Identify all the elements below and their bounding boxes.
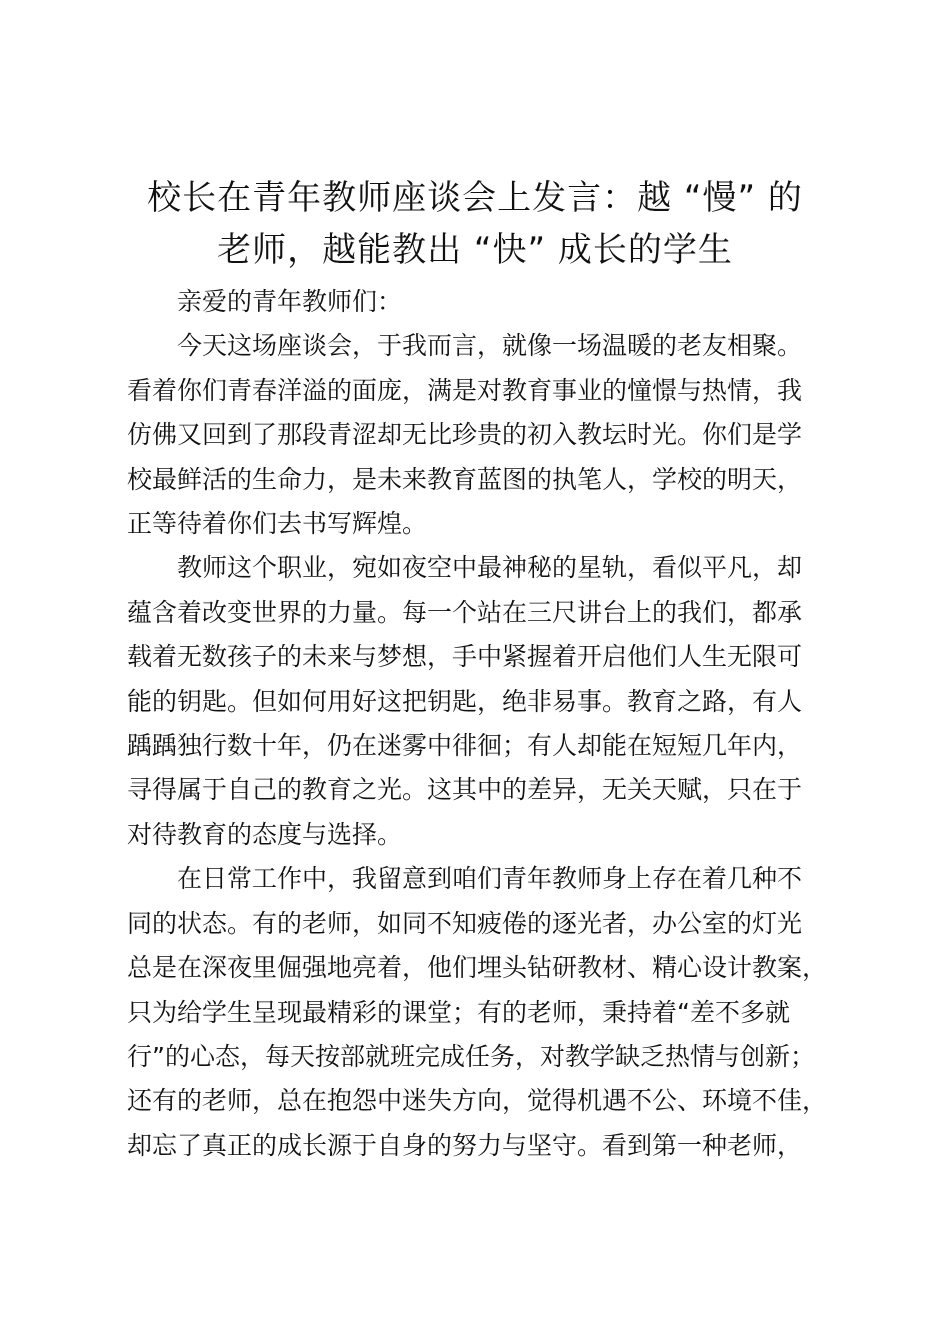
title-line: 校长在青年教师座谈会上发言：越 “慢” 的 <box>147 178 803 218</box>
text-line: 校最鲜活的生命力，是未来教育蓝图的执笔人，学校的明天， <box>127 464 803 494</box>
body-paragraph <box>127 324 827 546</box>
text-line: 只为给学生呈现最精彩的课堂；有的老师，秉持着“差不多就 <box>127 997 790 1027</box>
text-line: 总是在深夜里倔强地亮着，他们埋头钻研教材、精心设计教案， <box>127 953 828 983</box>
text-line: 看着你们青春洋溢的面庞，满是对教育事业的憧憬与热情，我 <box>127 375 803 405</box>
text-line: 教师这个职业，宛如夜空中最神秘的星轨，看似平凡，却 <box>177 553 803 583</box>
text-line: 在日常工作中，我留意到咱们青年教师身上存在着几种不 <box>177 864 803 894</box>
text-line: 仿佛又回到了那段青涩却无比珍贵的初入教坛时光。你们是学 <box>127 420 803 450</box>
text-line: 亲爱的青年教师们： <box>177 287 403 316</box>
text-line: 蕴含着改变世界的力量。每一个站在三尺讲台上的我们，都承 <box>127 597 803 627</box>
text-line: 行”的心态，每天按部就班完成任务，对教学缺乏热情与创新； <box>127 1041 815 1071</box>
document-body <box>127 280 827 1168</box>
body-paragraph <box>127 857 827 1168</box>
text-line: 能的钥匙。但如何用好这把钥匙，绝非易事。教育之路，有人 <box>127 686 803 716</box>
text-line: 踽踽独行数十年，仍在迷雾中徘徊；有人却能在短短几年内， <box>127 731 803 761</box>
body-paragraph <box>127 546 827 857</box>
text-line: 载着无数孩子的未来与梦想，手中紧握着开启他们人生无限可 <box>127 642 803 672</box>
title-line: 老师，越能教出 “快” 成长的学生 <box>217 230 733 270</box>
text-line: 却忘了真正的成长源于自身的努力与坚守。看到第一种老师， <box>127 1130 803 1160</box>
text-line: 同的状态。有的老师，如同不知疲倦的逐光者，办公室的灯光 <box>127 908 803 938</box>
document-title <box>120 172 830 276</box>
text-line: 正等待着你们去书写辉煌。 <box>127 509 428 539</box>
text-line: 对待教育的态度与选择。 <box>127 819 403 849</box>
text-line: 还有的老师，总在抱怨中迷失方向，觉得机遇不公、环境不佳， <box>127 1086 828 1116</box>
text-line: 今天这场座谈会，于我而言，就像一场温暖的老友相聚。 <box>177 331 803 361</box>
salutation-paragraph <box>127 280 827 324</box>
text-line: 寻得属于自己的教育之光。这其中的差异，无关天赋，只在于 <box>127 775 803 805</box>
